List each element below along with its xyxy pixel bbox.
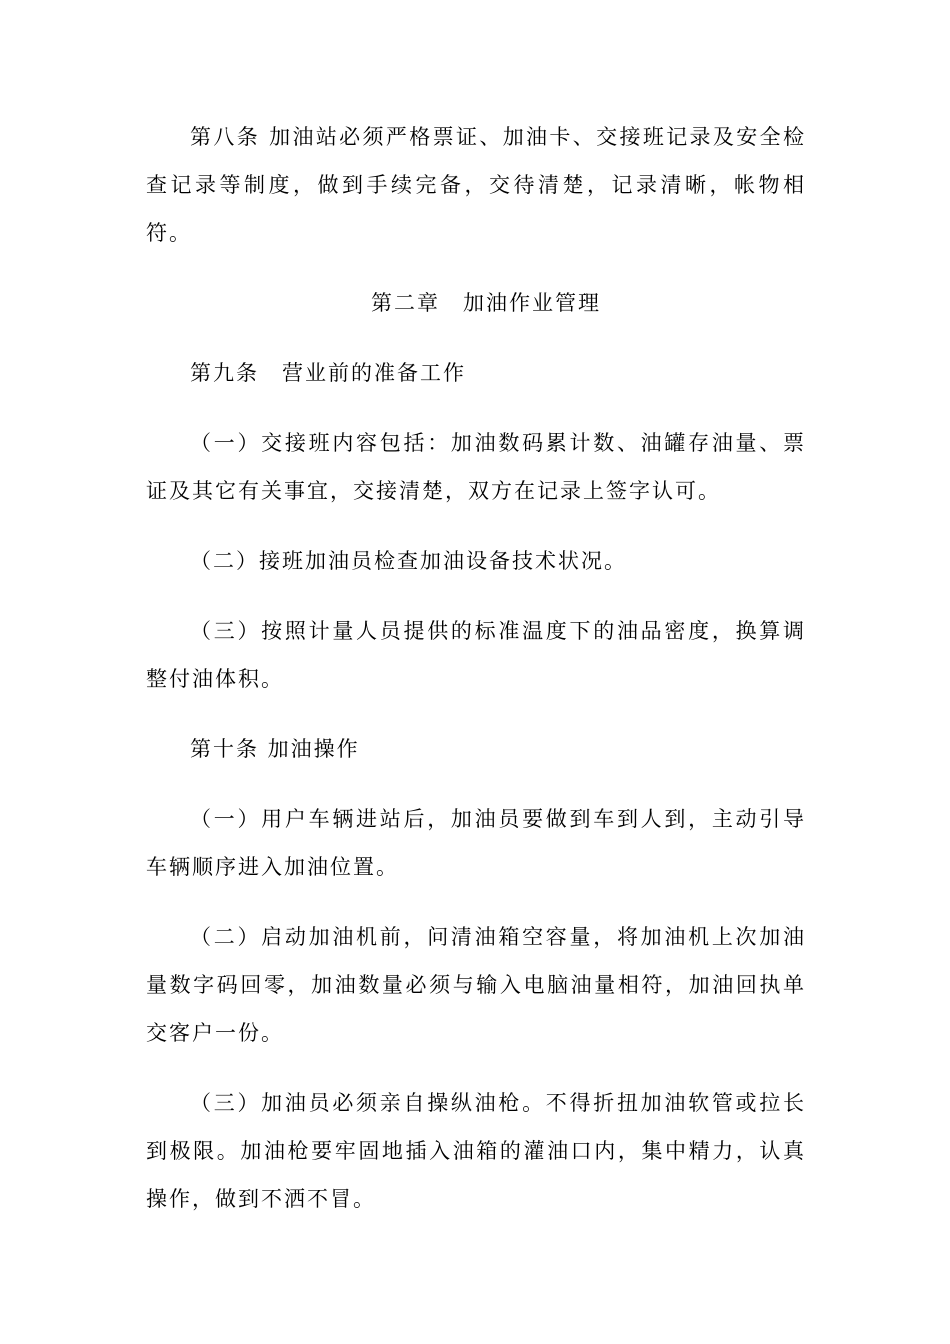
article-10-heading: 第十条 加油操作 bbox=[190, 737, 360, 761]
article-10-item-1: （一）用户车辆进站后，加油员要做到车到人到，主动引导车辆顺序进入加油位置。 bbox=[146, 807, 806, 879]
document-body bbox=[146, 113, 806, 1245]
article-8-paragraph: 第八条 加油站必须严格票证、加油卡、交接班记录及安全检查记录等制度，做到手续完备，交待清楚，记录清晰，帐物相符。 bbox=[146, 125, 806, 245]
article-9-item-2: （二）接班加油员检查加油设备技术状况。 bbox=[190, 549, 627, 573]
article-10-item-2: （二）启动加油机前，问清油箱空容量，将加油机上次加油量数字码回零，加油数量必须与输入电脑油量相符，加油回执单交客户一份。 bbox=[146, 925, 806, 1045]
article-9-heading: 第九条 营业前的准备工作 bbox=[190, 361, 466, 385]
chapter-2-heading: 第二章 加油作业管理 bbox=[371, 291, 601, 315]
article-9-item-3: （三）按照计量人员提供的标准温度下的油品密度，换算调整付油体积。 bbox=[146, 619, 806, 691]
article-9-item-1: （一）交接班内容包括：加油数码累计数、油罐存油量、票证及其它有关事宜，交接清楚，双方在记录上签字认可。 bbox=[146, 431, 806, 503]
article-10-item-3: （三）加油员必须亲自操纵油枪。不得折扭加油软管或拉长到极限。加油枪要牢固地插入油箱的灌油口内，集中精力，认真操作，做到不洒不冒。 bbox=[146, 1091, 806, 1211]
